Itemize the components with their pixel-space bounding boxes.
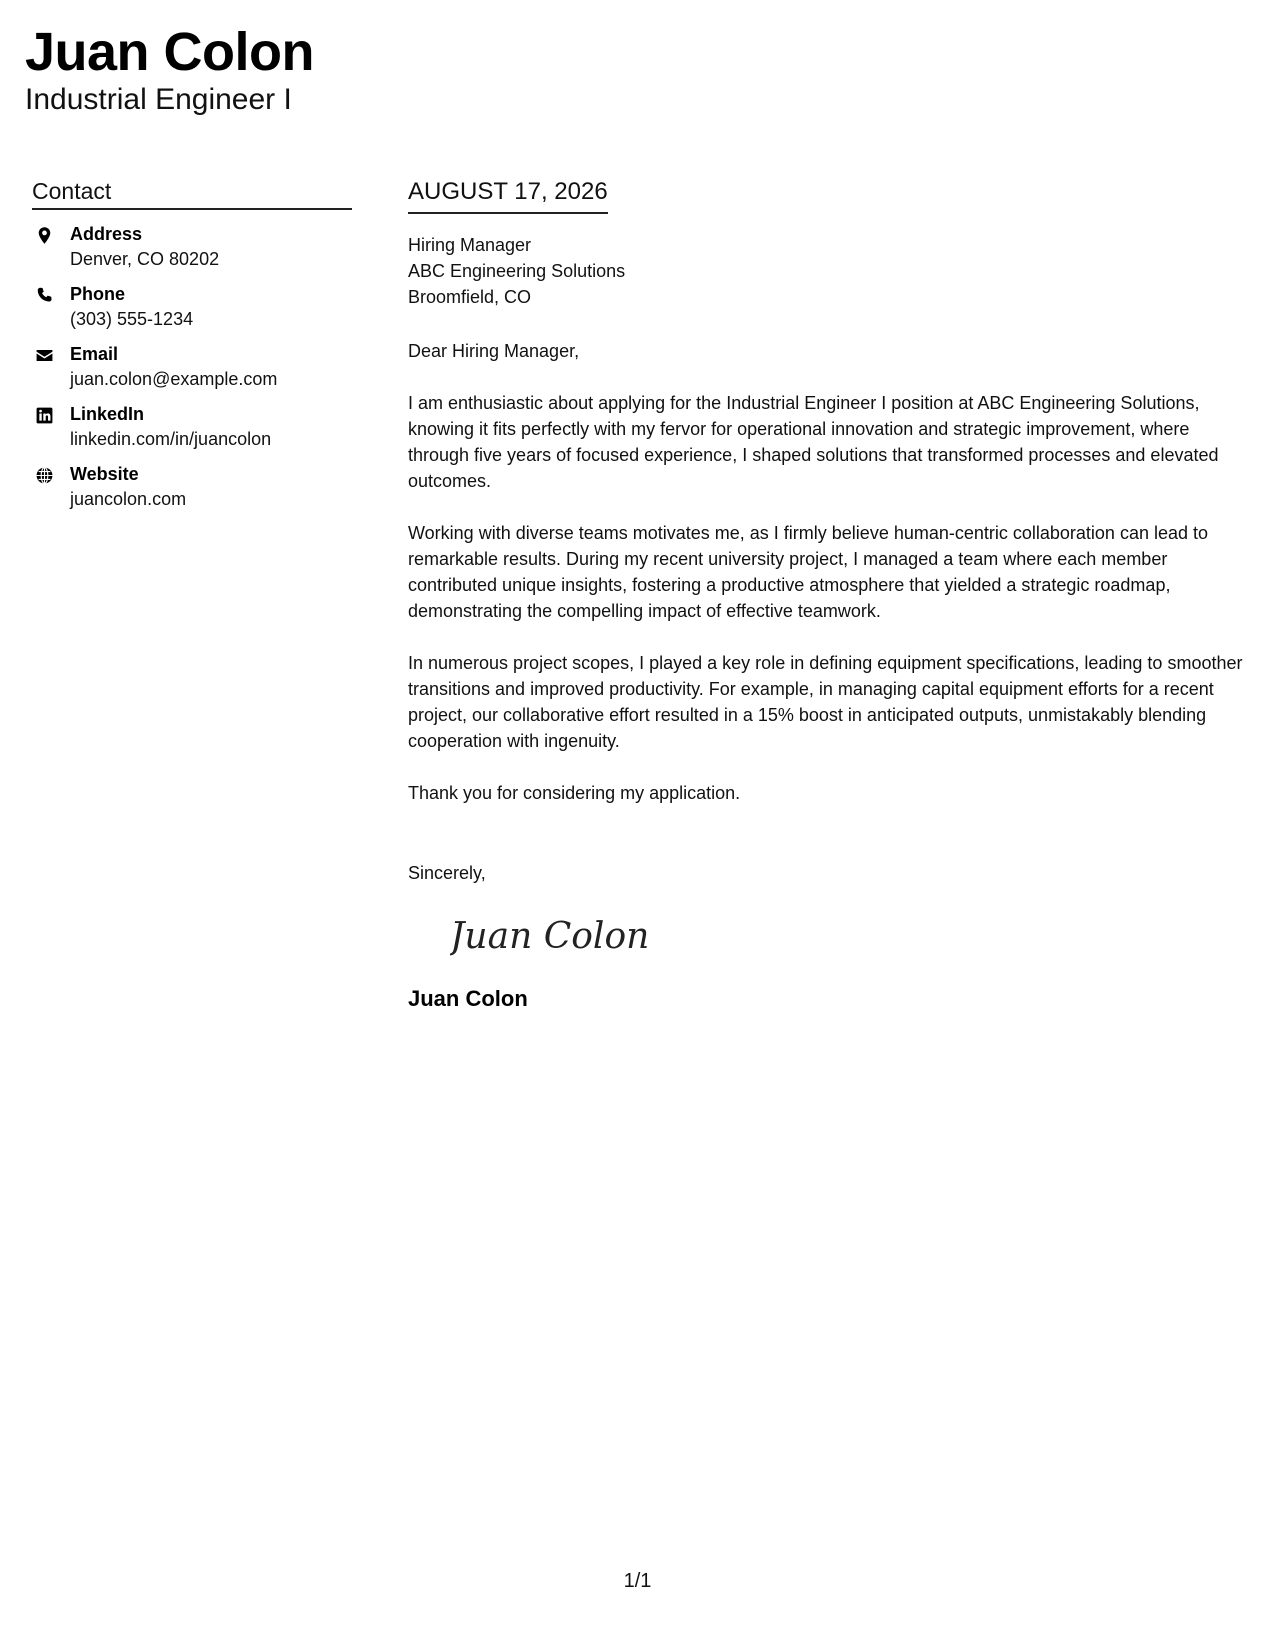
header bbox=[25, 22, 314, 118]
contact-label-linkedin: LinkedIn bbox=[70, 404, 145, 424]
contact-item-website bbox=[32, 462, 352, 511]
applicant-name: Juan Colon bbox=[25, 22, 314, 82]
phone-icon bbox=[32, 283, 56, 307]
globe-icon bbox=[32, 463, 56, 487]
recipient-block bbox=[408, 232, 1248, 310]
greeting: Dear Hiring Manager, bbox=[408, 341, 580, 361]
envelope-icon bbox=[32, 343, 56, 367]
contact-value-website[interactable]: juancolon.com bbox=[70, 489, 187, 509]
contact-label-address: Address bbox=[70, 224, 143, 244]
letter-date: AUGUST 17, 2026 bbox=[408, 176, 608, 214]
linkedin-icon bbox=[32, 403, 56, 427]
paragraph-intro: I am enthusiastic about applying for the Industrial Engineer I position at ABC Engineering Solutions, knowing it fits perfectly with my fervor for operational innovation and strategic improvement, where through five years of focused experience, I shaped solutions that transformed processes and elevated outcomes. bbox=[408, 393, 1219, 491]
contact-item-email bbox=[32, 342, 352, 391]
letter-body bbox=[408, 176, 1248, 1014]
signer-name: Juan Colon bbox=[408, 986, 528, 1011]
handwritten-signature bbox=[450, 900, 1248, 970]
contact-value-linkedin[interactable]: linkedin.com/in/juancolon bbox=[70, 429, 272, 449]
recipient-company: ABC Engineering Solutions bbox=[408, 261, 626, 281]
contact-item-phone bbox=[32, 282, 352, 331]
map-pin-icon bbox=[32, 223, 56, 247]
signature-image-text: Juan Colon bbox=[450, 916, 650, 957]
recipient-location: Broomfield, CO bbox=[408, 287, 532, 307]
closing: Sincerely, bbox=[408, 863, 486, 883]
contact-value-address: Denver, CO 80202 bbox=[70, 249, 220, 269]
contact-sidebar bbox=[32, 176, 352, 522]
contact-item-linkedin bbox=[32, 402, 352, 451]
contact-label-website: Website bbox=[70, 464, 139, 484]
contact-item-address bbox=[32, 222, 352, 271]
applicant-role: Industrial Engineer I bbox=[25, 83, 292, 116]
recipient-title: Hiring Manager bbox=[408, 235, 532, 255]
contact-label-phone: Phone bbox=[70, 284, 126, 304]
contact-label-email: Email bbox=[70, 344, 119, 364]
contact-heading: Contact bbox=[32, 176, 352, 210]
contact-value-phone: (303) 555-1234 bbox=[70, 309, 194, 329]
paragraph-thanks: Thank you for considering my application. bbox=[408, 783, 741, 803]
page-number: 1/1 bbox=[623, 1570, 652, 1592]
contact-value-email[interactable]: juan.colon@example.com bbox=[70, 369, 278, 389]
paragraph-teamwork: Working with diverse teams motivates me, as I firmly believe human-centric collaboration can lead to remarkable results. During my recent university project, I managed a team where each member contributed unique insights, fostering a productive atmosphere that yielded a strategic roadmap, demonstrating the compelling impact of effective teamwork. bbox=[408, 523, 1209, 621]
paragraph-experience: In numerous project scopes, I played a key role in defining equipment specifications, leading to smoother transitions and improved productivity. For example, in managing capital equipment efforts for a recent project, our collaborative effort resulted in a 15% boost in anticipated outputs, unmistakably blending cooperation with ingenuity. bbox=[408, 653, 1243, 751]
